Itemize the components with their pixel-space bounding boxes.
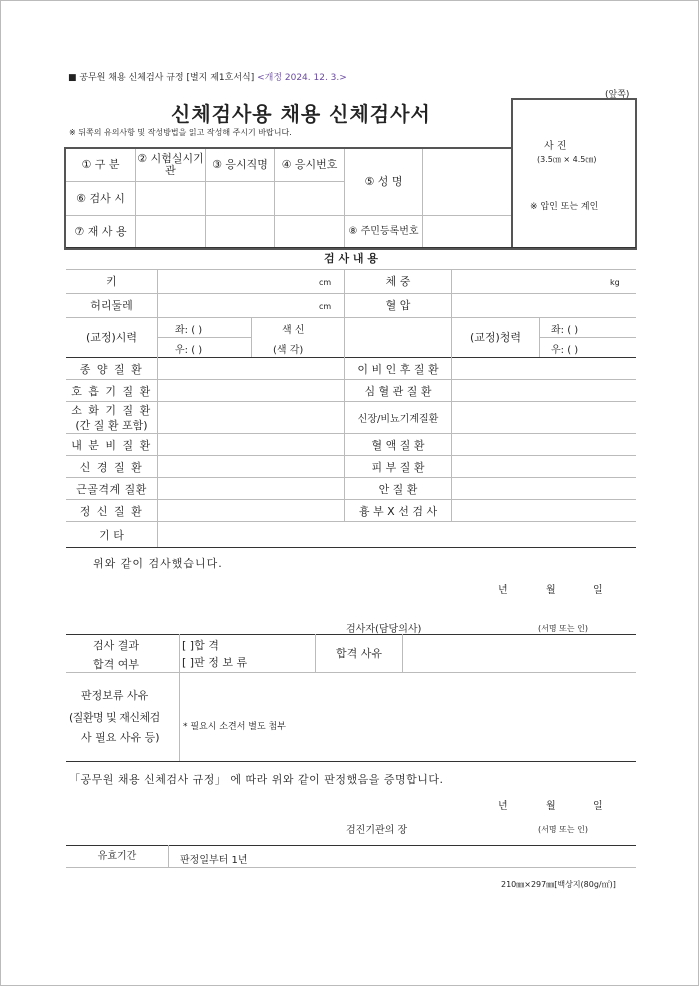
date-month-2: 월 [546, 801, 556, 812]
validity-value: 판정일부터 1년 [180, 855, 248, 866]
date-day-2: 일 [593, 801, 603, 812]
hold-reason-detail-1: (질환명 및 재신체검 [69, 711, 160, 724]
disease-ent: 이 비 인 후 질 환 [357, 362, 439, 376]
date-year: 년 [498, 585, 508, 596]
disease-renal: 신장/비뇨기계질환 [357, 414, 439, 425]
examiner-label: 검사자(담당의사) [346, 624, 422, 635]
vision-right: 우: ( ) [175, 345, 203, 356]
photo-size: (3.5㎝ × 4.5㎝) [537, 155, 597, 164]
category-label: ① 구 분 [81, 158, 120, 171]
exam-time-label: ⑥ 검사 시 [76, 191, 125, 205]
hearing-left: 좌: ( ) [551, 325, 579, 336]
photo-box [511, 98, 637, 250]
applied-position-label: ③ 응시직명 [212, 158, 268, 171]
vision-label: (교정)시력 [85, 330, 138, 344]
disease-respiratory: 호 흡 기 질 환 [71, 384, 152, 398]
hearing-label: (교정)청력 [469, 330, 522, 344]
certification-statement: 「공무원 채용 신체검사 규정」 에 따라 위와 같이 판정했음을 증명합니다. [69, 773, 444, 786]
name-label: ⑤ 성 명 [364, 175, 403, 188]
date-day: 일 [593, 585, 603, 596]
validity-label: 유효기간 [97, 850, 137, 862]
color-sense-label: (색 각) [273, 345, 304, 356]
hold-option[interactable]: [ ]판 정 보 류 [182, 656, 248, 669]
opinion-note: * 필요시 소견서 별도 첨부 [183, 722, 286, 732]
photo-label: 사 진 [544, 141, 567, 152]
disease-skin: 피 부 질 환 [371, 460, 425, 474]
exam-content-title: 검 사 내 용 [324, 252, 378, 265]
exam-agency-label: ② 시험실시기관 [137, 152, 204, 177]
disease-digestive: 소 화 기 질 환 [71, 404, 152, 417]
reuse-label: ⑦ 재 사 용 [74, 225, 127, 238]
vision-left: 좌: ( ) [175, 325, 203, 336]
paper-spec: 210㎜×297㎜[백상지(80g/㎡)] [501, 880, 616, 889]
weight-label: 체 중 [385, 274, 411, 288]
disease-endocrine: 내 분 비 질 환 [71, 438, 152, 452]
height-unit: cm [319, 278, 332, 287]
disease-liver-included: (간 질 환 포함) [75, 419, 148, 432]
blood-pressure-label: 혈 압 [385, 298, 411, 312]
chest-xray: 흉 부 X 선 검 사 [358, 504, 438, 518]
waist-unit: cm [319, 302, 332, 311]
revision-note: <개정 2024. 12. 3.> [257, 73, 347, 83]
waist-label: 허리둘레 [90, 298, 133, 312]
photo-note: ※ 압인 또는 계인 [530, 202, 599, 212]
disease-eye: 안 질 환 [378, 482, 418, 496]
resident-number-label: ⑧ 주민등록번호 [348, 226, 419, 237]
disease-mental: 정 신 질 환 [79, 504, 144, 518]
examiner-sign: (서명 또는 인) [538, 624, 588, 633]
header-line [68, 70, 347, 83]
disease-musculoskeletal: 근골격계 질환 [76, 482, 147, 496]
front-label: (앞쪽) [605, 90, 630, 100]
hearing-right: 우: ( ) [551, 345, 579, 356]
form-title: 신체검사용 채용 신체검사서 [171, 102, 431, 126]
date-month: 월 [546, 585, 556, 596]
date-year-2: 년 [498, 801, 508, 812]
form-reference: ■ 공무원 채용 신체검사 규정 [별지 제1호서식] [68, 73, 255, 83]
hold-reason-detail-2: 사 필요 사유 등) [81, 731, 160, 744]
institution-head-label: 검진기관의 장 [346, 825, 408, 836]
height-label: 키 [106, 274, 117, 288]
pass-status-label: 합격 여부 [93, 658, 140, 671]
institution-sign: (서명 또는 인) [538, 825, 588, 834]
hold-reason-label: 판정보류 사유 [81, 689, 149, 702]
disease-cardiovascular: 심 혈 관 질 환 [364, 384, 432, 398]
disease-blood: 혈 액 질 환 [371, 438, 425, 452]
pass-reason-label: 합격 사유 [335, 646, 382, 660]
statement-examined: 위와 같이 검사했습니다. [93, 557, 223, 570]
weight-unit: kg [610, 278, 620, 287]
result-label: 검사 결과 [93, 639, 140, 652]
disease-tumor: 종 양 질 환 [79, 362, 144, 376]
exam-number-label: ④ 응시번호 [281, 158, 338, 171]
instruction: ※ 뒤쪽의 유의사항 및 작성방법을 읽고 작성해 주시기 바랍니다. [69, 128, 292, 137]
color-vision-label: 색 신 [282, 325, 305, 336]
pass-option[interactable]: [ ]합 격 [182, 639, 219, 652]
disease-neurological: 신 경 질 환 [79, 460, 144, 474]
disease-other: 기 타 [99, 528, 124, 542]
